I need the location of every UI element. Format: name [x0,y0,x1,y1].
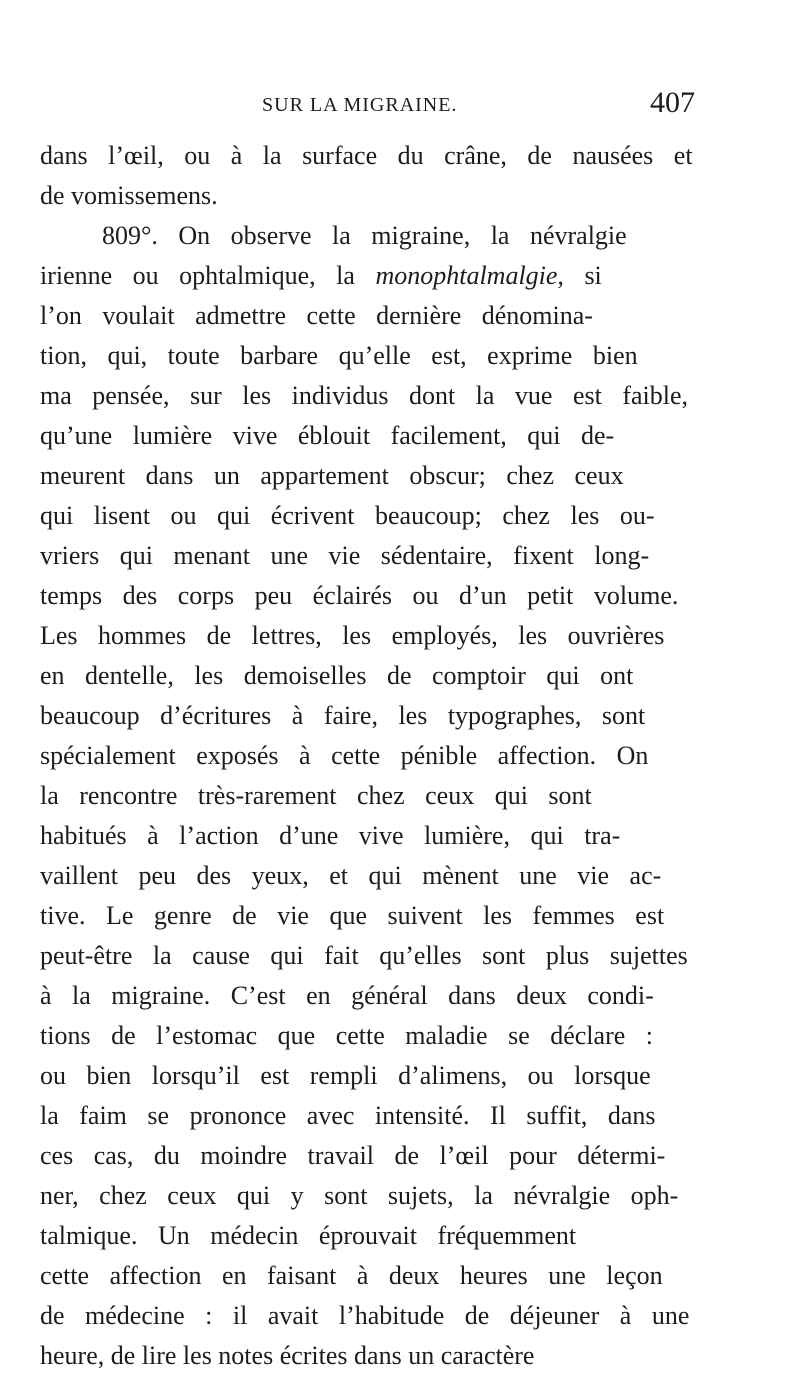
text-line: ner, chez ceux qui y sont sujets, la névralgie oph- [40,1181,679,1210]
text-line: peut-être la cause qui fait qu’elles sont plus sujettes [40,941,688,970]
text-line: meurent dans un appartement obscur; chez ceux [40,461,624,490]
text-line: heure, de lire les notes écrites dans un caractère [40,1341,535,1370]
text-line [40,256,602,296]
text-line: cette affection en faisant à deux heures une leçon [40,1261,663,1290]
text-line: talmique. Un médecin éprouvait fréquemment [40,1221,577,1250]
text-line: à la migraine. C’est en général dans deux condi- [40,981,654,1010]
text-line: qui lisent ou qui écrivent beaucoup; chez les ou- [40,501,655,530]
text-line: la faim se prononce avec intensité. Il suffit, dans [40,1101,656,1130]
text-line: dans l’œil, ou à la surface du crâne, de nausées et [40,141,693,170]
text-line: de médecine : il avait l’habitude de déjeuner à une [40,1301,690,1330]
text-run: si [563,261,602,290]
text-line: tive. Le genre de vie que suivent les femmes est [40,901,665,930]
text-line: vaillent peu des yeux, et qui mènent une vie ac- [40,861,662,890]
text-line: qu’une lumière vive éblouit facilement, qui de- [40,421,615,450]
text-line: habitués à l’action d’une vive lumière, qui tra- [40,821,621,850]
italic-term: monophtalmalgie, [375,261,564,290]
text-run: irienne ou ophtalmique, la [40,261,376,290]
running-header [0,86,800,126]
text-line: tion, qui, toute barbare qu’elle est, exprime bien [40,341,638,370]
text-line: en dentelle, les demoiselles de comptoir qui ont [40,661,634,690]
text-line: Les hommes de lettres, les employés, les ouvrières [40,621,665,650]
text-line: ma pensée, sur les individus dont la vue est faible, [40,381,689,410]
text-line: la rencontre très-rarement chez ceux qui sont [40,781,592,810]
text-line: ou bien lorsqu’il est rempli d’alimens, ou lorsque [40,1061,651,1090]
text-line: temps des corps peu éclairés ou d’un petit volume. [40,581,679,610]
text-line: l’on voulait admettre cette dernière dénomina- [40,301,593,330]
text-line: de vomissemens. [40,181,218,210]
text-line: vriers qui menant une vie sédentaire, fixent long- [40,541,650,570]
text-line: 809°. On observe la migraine, la névralgie [102,221,627,250]
page-number: 407 [650,86,695,119]
running-title: SUR LA MIGRAINE. [262,94,458,116]
text-line: spécialement exposés à cette pénible affection. On [40,741,649,770]
text-line: tions de l’estomac que cette maladie se déclare : [40,1021,653,1050]
text-line: ces cas, du moindre travail de l’œil pour détermi- [40,1141,666,1170]
text-line: beaucoup d’écritures à faire, les typographes, sont [40,701,646,730]
